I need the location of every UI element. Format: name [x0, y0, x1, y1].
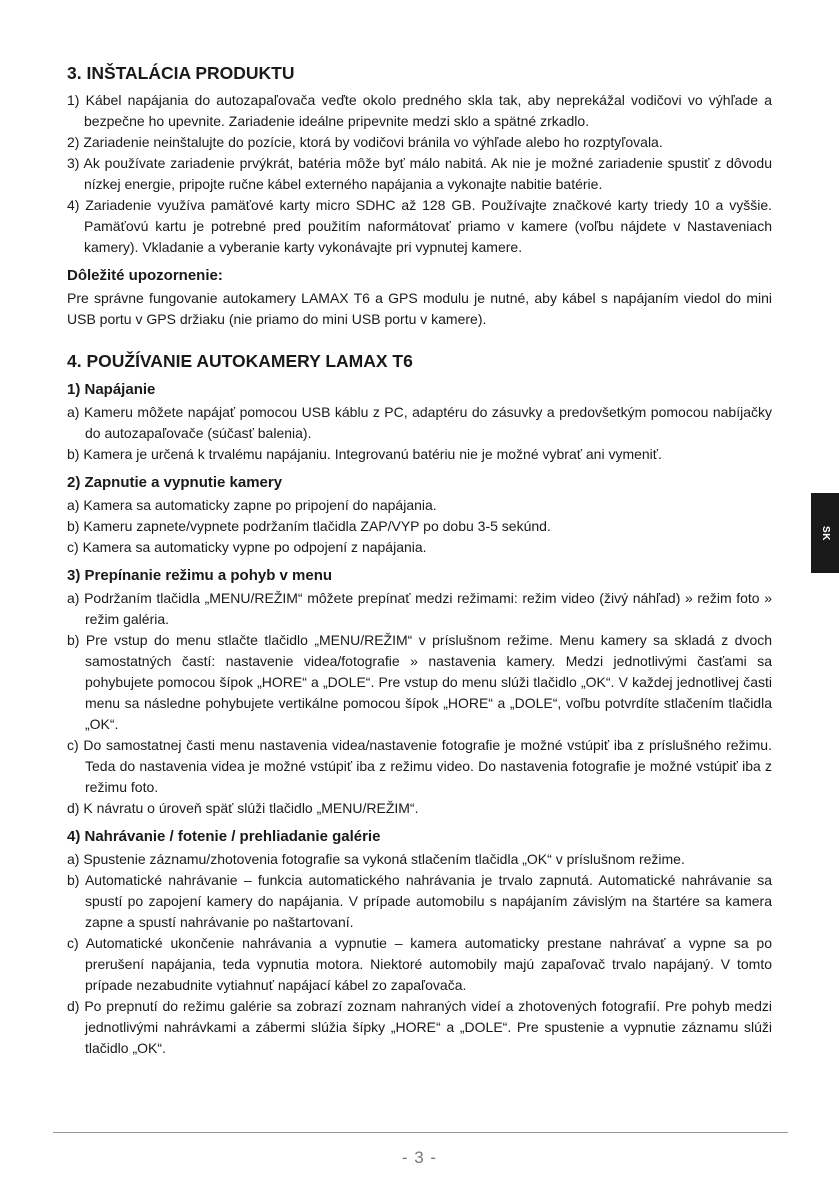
section-4-title: 4. POUŽÍVANIE AUTOKAMERY LAMAX T6	[67, 351, 413, 371]
list-item: a) Kameru môžete napájať pomocou USB káblu z PC, adaptéru do zásuvky a predovšetkým pomocou nabíjačky do autozapaľovače (súčasť balenia).	[67, 404, 773, 441]
list-item: c) Automatické ukončenie nahrávania a vypnutie – kamera automaticky prestane nahrávať a vypne sa po prerušení napájania, teda vypnutia motora. Niektoré automobily majú zapaľovač trvalo napájaný. V tomto prípade nezabudnite vytiahnuť napájací kábel zo zapaľovača.	[67, 935, 772, 993]
language-tab	[811, 493, 839, 573]
list-item: 4) Zariadenie využíva pamäťové karty micro SDHC až 128 GB. Používajte značkové karty triedy 10 a vyššie. Pamäťovú kartu je potrebné pred použitím naformátovať priamo v kamere (voľbu nájdete v Nastaveniach kamery). Vkladanie a vyberanie karty vykonávajte pri vypnutej kamere.	[67, 197, 772, 255]
list-item: a) Kamera sa automaticky zapne po pripojení do napájania.	[67, 497, 437, 513]
language-tab-label: SK	[819, 525, 831, 541]
list-item: b) Kameru zapnete/vypnete podržaním tlačidla ZAP/VYP po dobu 3-5 sekúnd.	[67, 518, 551, 534]
list-item: d) K návratu o úroveň späť slúži tlačidlo „MENU/REŽIM“.	[67, 800, 419, 816]
notice-text: Pre správne fungovanie autokamery LAMAX T6 a GPS modulu je nutné, aby kábel s napájaním viedol do mini USB portu v GPS držiaku (nie priamo do mini USB portu v kamere).	[67, 290, 772, 327]
list-item: a) Spustenie záznamu/zhotovenia fotografie sa vykoná stlačením tlačidla „OK“ v príslušnom režime.	[67, 851, 685, 867]
section-3-title: 3. INŠTALÁCIA PRODUKTU	[67, 63, 295, 83]
list-item: d) Po prepnutí do režimu galérie sa zobrazí zoznam nahraných videí a zhotovených fotografií. Pre pohyb medzi jednotlivými nahrávkami a zábermi slúžia šípky „HORE“ a „DOLE“. Pre spustenie a vypnutie záznamu slúži tlačidlo „OK“.	[67, 998, 772, 1056]
footer-divider	[53, 1132, 788, 1133]
subsection-title: 1) Napájanie	[67, 381, 156, 398]
list-item: 2) Zariadenie neinštalujte do pozície, ktorá by vodičovi bránila vo výhľade alebo ho rozptyľovala.	[67, 134, 663, 150]
list-item: b) Automatické nahrávanie – funkcia automatického nahrávania je trvalo zapnutá. Automatické nahrávanie sa spustí po zapojení kamery do napájania. V prípade automobilu s napájaním závislým na štartére sa kamera zapne a spustí nahrávanie po naštartovaní.	[67, 872, 772, 930]
list-item: a) Podržaním tlačidla „MENU/REŽIM“ môžete prepínať medzi režimami: režim video (živý náhľad) » režim foto » režim galéria.	[67, 590, 772, 627]
subsection-title: 2) Zapnutie a vypnutie kamery	[67, 474, 283, 491]
list-item: b) Pre vstup do menu stlačte tlačidlo „MENU/REŽIM“ v príslušnom režime. Menu kamery sa skladá z dvoch samostatných častí: nastavenie videa/fotografie » nastavenia kamery. Medzi jednotlivými časťami sa pohybujete pomocou šípok „HORE“ a „DOLE“. Pre vstup do menu slúži tlačidlo „OK“. V každej jednotlivej časti menu sa následne pohybujete vertikálne pomocou šípok „HORE“ a „DOLE“, voľbu potvrdíte stlačením tlačidla „OK“.	[67, 632, 773, 732]
list-item: 1) Kábel napájania do autozapaľovača veďte okolo predného skla tak, aby neprekážal vodičovi vo výhľade a bezpečne ho upevnite. Zariadenie ideálne pripevnite medzi sklo a spätné zrkadlo.	[67, 92, 772, 129]
list-item: c) Do samostatnej časti menu nastavenia videa/nastavenie fotografie je možné vstúpiť iba z príslušného režimu. Teda do nastavenia videa je možné vstúpiť iba z režimu video. Do nastavenia fotografie je možné vstúpiť iba z režimu foto.	[67, 737, 772, 795]
list-item: c) Kamera sa automaticky vypne po odpojení z napájania.	[67, 539, 427, 555]
subsection-title: 3) Prepínanie režimu a pohyb v menu	[67, 567, 333, 584]
list-item: 3) Ak používate zariadenie prvýkrát, batéria môže byť málo nabitá. Ak nie je možné zariadenie spustiť z dôvodu nízkej energie, pripojte ručne kábel externého napájania a vykonajte nabitie batérie.	[67, 155, 773, 192]
page-number: - 3 -	[401, 1148, 438, 1167]
page-content	[67, 62, 772, 1059]
notice-title: Dôležité upozornenie:	[67, 267, 223, 284]
subsection-title: 4) Nahrávanie / fotenie / prehliadanie galérie	[67, 828, 381, 845]
list-item: b) Kamera je určená k trvalému napájaniu. Integrovanú batériu nie je možné vybrať ani vymeniť.	[67, 446, 662, 462]
